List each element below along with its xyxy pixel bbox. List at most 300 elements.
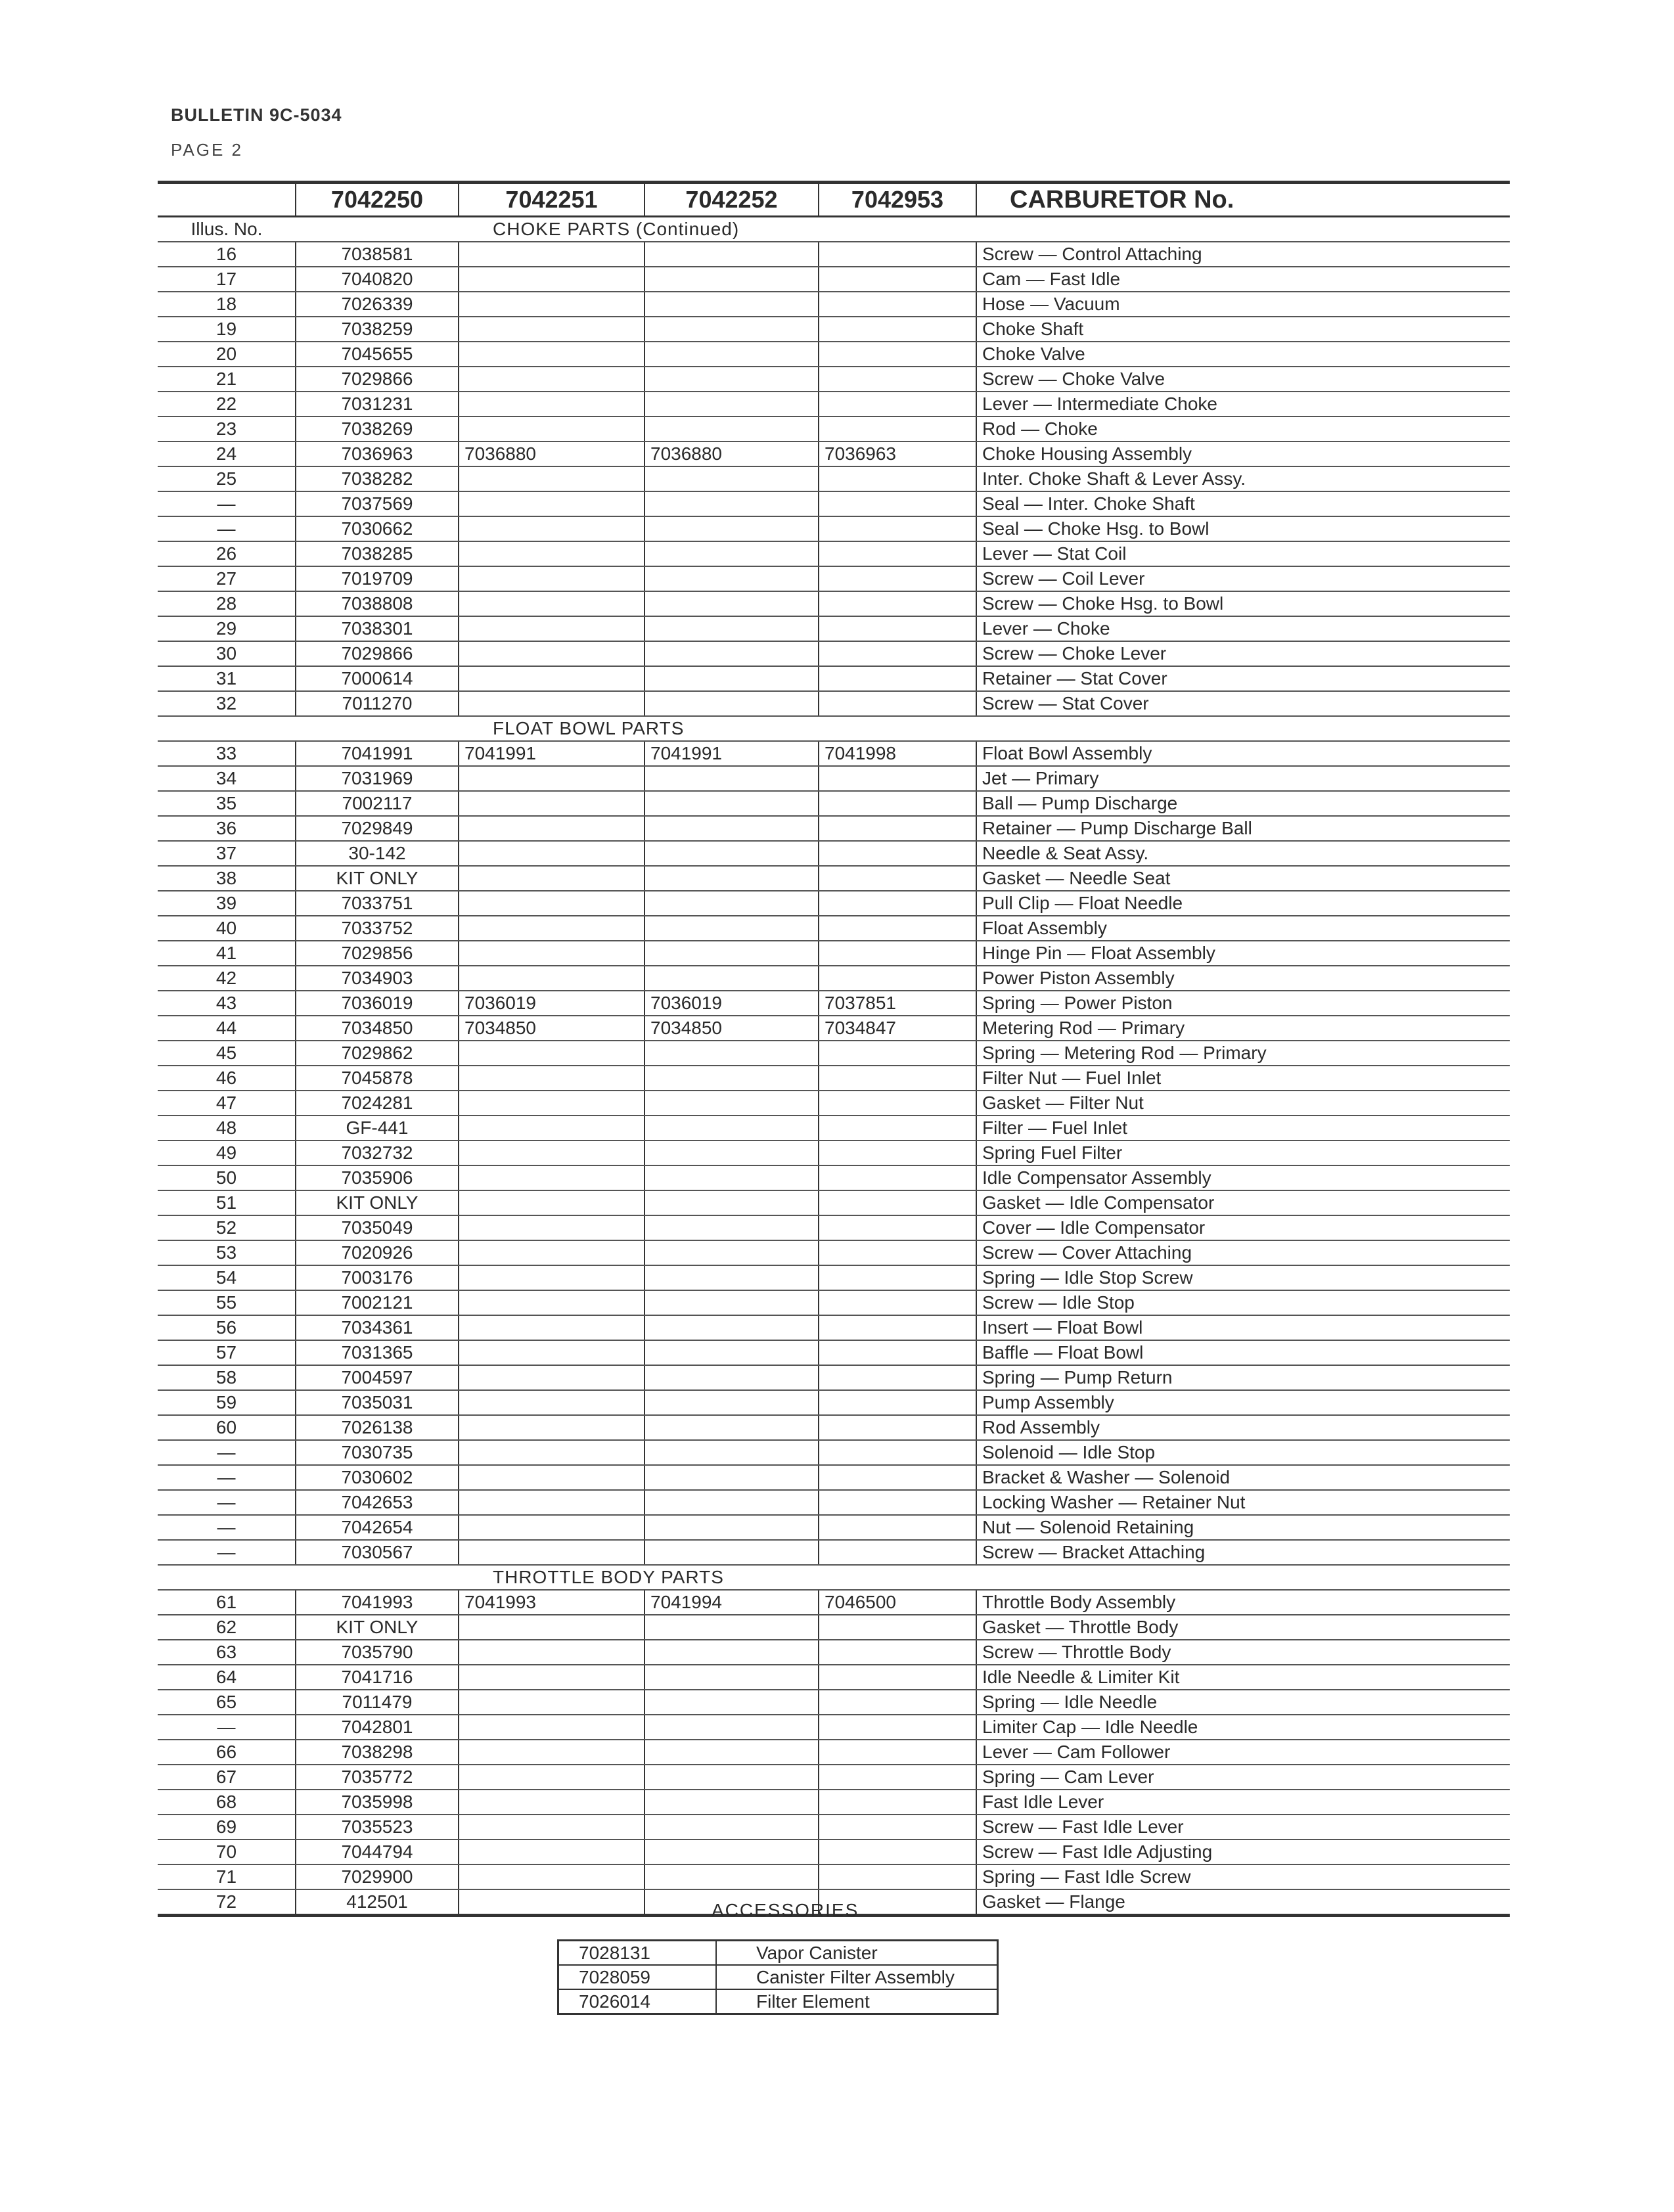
part-number — [645, 1815, 819, 1840]
part-number — [645, 966, 819, 991]
illus-no: 72 — [158, 1889, 296, 1916]
table-row — [158, 242, 1510, 267]
table-row — [158, 1066, 1510, 1091]
part-description: Cam — Fast Idle — [976, 267, 1510, 292]
part-number — [645, 1740, 819, 1765]
part-number — [459, 1066, 645, 1091]
part-number — [645, 1490, 819, 1515]
part-number: 7038808 — [296, 591, 459, 616]
part-number — [645, 317, 819, 342]
accessories-table — [557, 1939, 999, 2015]
illus-no: 28 — [158, 591, 296, 616]
part-description: Jet — Primary — [976, 766, 1510, 791]
part-number — [459, 516, 645, 541]
part-number — [819, 466, 976, 491]
table-row — [158, 1640, 1510, 1665]
part-description: Pull Clip — Float Needle — [976, 891, 1510, 916]
part-number: 7026339 — [296, 292, 459, 317]
header-blank — [158, 183, 296, 217]
part-number — [645, 1415, 819, 1440]
part-number: 7036963 — [819, 441, 976, 466]
part-number: 7036880 — [459, 441, 645, 466]
part-number — [819, 1091, 976, 1116]
table-row — [158, 1690, 1510, 1715]
part-number — [459, 816, 645, 841]
part-number — [645, 1640, 819, 1665]
table-row — [158, 1140, 1510, 1165]
part-number — [459, 1540, 645, 1565]
illus-no: 71 — [158, 1864, 296, 1889]
illus-no: 67 — [158, 1765, 296, 1790]
part-number — [459, 566, 645, 591]
part-number — [459, 367, 645, 392]
part-number — [819, 491, 976, 516]
part-number — [645, 1315, 819, 1340]
part-number: GF-441 — [296, 1116, 459, 1140]
illus-no: 49 — [158, 1140, 296, 1165]
part-number — [645, 1540, 819, 1565]
part-description: Lever — Choke — [976, 616, 1510, 641]
part-description: Retainer — Pump Discharge Ball — [976, 816, 1510, 841]
part-number: 7035523 — [296, 1815, 459, 1840]
part-description: Seal — Choke Hsg. to Bowl — [976, 516, 1510, 541]
part-number: 7003176 — [296, 1265, 459, 1290]
part-description: Pump Assembly — [976, 1390, 1510, 1415]
part-number: 7033752 — [296, 916, 459, 941]
part-number — [645, 1665, 819, 1690]
part-number: 7034850 — [645, 1016, 819, 1041]
part-number — [819, 691, 976, 716]
part-number — [645, 566, 819, 591]
part-number — [645, 641, 819, 666]
part-number — [819, 1615, 976, 1640]
part-description: Screw — Fast Idle Lever — [976, 1815, 1510, 1840]
table-row — [158, 566, 1510, 591]
part-number: 7038285 — [296, 541, 459, 566]
part-description: Lever — Intermediate Choke — [976, 392, 1510, 417]
part-description: Gasket — Idle Compensator — [976, 1190, 1510, 1215]
part-number: 7038298 — [296, 1740, 459, 1765]
part-number — [459, 267, 645, 292]
carburetor-number: 7042251 — [459, 183, 645, 217]
table-row — [158, 816, 1510, 841]
part-number — [459, 417, 645, 441]
part-number — [459, 641, 645, 666]
part-description: Lever — Cam Follower — [976, 1740, 1510, 1765]
table-row — [158, 1540, 1510, 1565]
part-number — [819, 1240, 976, 1265]
part-number: 7019709 — [296, 566, 459, 591]
illus-no: 16 — [158, 242, 296, 267]
part-number — [645, 541, 819, 566]
part-description: Gasket — Flange — [976, 1889, 1510, 1916]
table-row — [158, 1165, 1510, 1190]
part-number — [645, 1240, 819, 1265]
part-number — [459, 1465, 645, 1490]
carburetor-header-row — [158, 183, 1510, 217]
part-number — [819, 1365, 976, 1390]
part-description: Locking Washer — Retainer Nut — [976, 1490, 1510, 1515]
part-number — [645, 1840, 819, 1864]
table-row — [158, 1315, 1510, 1340]
accessories-title: ACCESSORIES — [712, 1900, 859, 1920]
part-description: Screw — Cover Attaching — [976, 1240, 1510, 1265]
part-number — [645, 466, 819, 491]
part-number: KIT ONLY — [296, 1190, 459, 1215]
part-number — [819, 891, 976, 916]
part-number — [459, 1864, 645, 1889]
part-number: 7036019 — [645, 991, 819, 1016]
table-row — [158, 1840, 1510, 1864]
part-number — [459, 1190, 645, 1215]
part-number — [645, 1190, 819, 1215]
parts-table — [158, 181, 1510, 1917]
section-title: FLOAT BOWL PARTS — [296, 716, 1510, 741]
part-number: 7034361 — [296, 1315, 459, 1340]
illus-no: 37 — [158, 841, 296, 866]
part-number — [819, 1190, 976, 1215]
illus-no: 46 — [158, 1066, 296, 1091]
part-number — [819, 591, 976, 616]
part-number — [645, 1715, 819, 1740]
part-number — [819, 516, 976, 541]
part-number: 7038259 — [296, 317, 459, 342]
part-description: Metering Rod — Primary — [976, 1016, 1510, 1041]
part-number — [819, 1815, 976, 1840]
illus-no: 70 — [158, 1840, 296, 1864]
part-number — [819, 866, 976, 891]
table-row — [158, 1190, 1510, 1215]
illus-no: 31 — [158, 666, 296, 691]
part-number: 7035906 — [296, 1165, 459, 1190]
part-number — [645, 1864, 819, 1889]
part-number: KIT ONLY — [296, 1615, 459, 1640]
table-row — [158, 417, 1510, 441]
part-number — [819, 417, 976, 441]
illus-no: 65 — [158, 1690, 296, 1715]
illus-no: 40 — [158, 916, 296, 941]
part-number: 7031365 — [296, 1340, 459, 1365]
accessory-part-number: 7026014 — [558, 1989, 717, 2014]
part-number — [819, 292, 976, 317]
illus-no: 68 — [158, 1790, 296, 1815]
part-number: 30-142 — [296, 841, 459, 866]
part-description: Spring — Idle Stop Screw — [976, 1265, 1510, 1290]
part-number: 7037851 — [819, 991, 976, 1016]
part-number — [459, 616, 645, 641]
part-description: Spring — Cam Lever — [976, 1765, 1510, 1790]
table-row — [158, 1790, 1510, 1815]
part-description: Spring — Pump Return — [976, 1365, 1510, 1390]
table-row — [158, 541, 1510, 566]
table-row — [158, 516, 1510, 541]
part-number — [459, 1740, 645, 1765]
table-row — [158, 292, 1510, 317]
part-description: Nut — Solenoid Retaining — [976, 1515, 1510, 1540]
part-number — [459, 916, 645, 941]
part-number: 7041993 — [296, 1590, 459, 1615]
part-number — [459, 1215, 645, 1240]
part-description: Screw — Fast Idle Adjusting — [976, 1840, 1510, 1864]
table-row — [158, 1215, 1510, 1240]
part-number — [459, 466, 645, 491]
accessory-description: Filter Element — [716, 1989, 998, 2014]
table-row — [158, 941, 1510, 966]
part-number — [819, 267, 976, 292]
part-number: 7045878 — [296, 1066, 459, 1091]
part-number — [459, 1390, 645, 1415]
carburetor-number: 7042953 — [819, 183, 976, 217]
part-number — [459, 1091, 645, 1116]
part-number: 7020926 — [296, 1240, 459, 1265]
table-row — [158, 1715, 1510, 1740]
part-number — [459, 666, 645, 691]
table-row — [158, 1265, 1510, 1290]
part-number — [459, 1165, 645, 1190]
part-number — [819, 1864, 976, 1889]
part-description: Screw — Control Attaching — [976, 242, 1510, 267]
part-number: 7033751 — [296, 891, 459, 916]
part-number: 7029866 — [296, 641, 459, 666]
part-number — [645, 1790, 819, 1815]
part-description: Spring Fuel Filter — [976, 1140, 1510, 1165]
part-number: 7046500 — [819, 1590, 976, 1615]
part-number — [819, 1790, 976, 1815]
part-number — [819, 1290, 976, 1315]
table-row — [158, 991, 1510, 1016]
part-number: 7041998 — [819, 741, 976, 766]
table-row — [158, 1465, 1510, 1490]
part-number — [819, 1440, 976, 1465]
part-number — [645, 516, 819, 541]
table-row — [158, 1415, 1510, 1440]
illus-no: 63 — [158, 1640, 296, 1665]
page-number: PAGE 2 — [171, 140, 244, 160]
part-number — [819, 1041, 976, 1066]
part-number — [459, 1140, 645, 1165]
part-number — [645, 591, 819, 616]
table-row — [158, 1615, 1510, 1640]
part-number: 7024281 — [296, 1091, 459, 1116]
part-number — [819, 1315, 976, 1340]
illus-no: 51 — [158, 1190, 296, 1215]
part-number — [645, 691, 819, 716]
part-number — [459, 491, 645, 516]
carburetor-number: 7042250 — [296, 183, 459, 217]
part-number: 7031969 — [296, 766, 459, 791]
part-description: Screw — Choke Lever — [976, 641, 1510, 666]
illus-no: 20 — [158, 342, 296, 367]
part-number — [459, 1690, 645, 1715]
illus-no: — — [158, 1490, 296, 1515]
illus-no: 39 — [158, 891, 296, 916]
part-number — [459, 1640, 645, 1665]
illus-no: 44 — [158, 1016, 296, 1041]
part-number — [459, 1490, 645, 1515]
section-header-row — [158, 217, 1510, 242]
table-row — [158, 591, 1510, 616]
part-number — [819, 1340, 976, 1365]
table-row — [158, 1440, 1510, 1465]
part-number — [459, 791, 645, 816]
part-number — [645, 1340, 819, 1365]
part-description: Idle Compensator Assembly — [976, 1165, 1510, 1190]
illus-no: 32 — [158, 691, 296, 716]
part-number: 7038301 — [296, 616, 459, 641]
part-number — [819, 342, 976, 367]
part-number — [819, 1740, 976, 1765]
table-row — [158, 367, 1510, 392]
part-number: 7002121 — [296, 1290, 459, 1315]
part-number: 7041991 — [645, 741, 819, 766]
part-description: Screw — Idle Stop — [976, 1290, 1510, 1315]
illus-no: 52 — [158, 1215, 296, 1240]
part-number — [645, 891, 819, 916]
part-description: Spring — Metering Rod — Primary — [976, 1041, 1510, 1066]
part-number: 7040820 — [296, 267, 459, 292]
part-number — [819, 1066, 976, 1091]
part-number — [459, 317, 645, 342]
part-number — [645, 1265, 819, 1290]
part-number — [819, 1715, 976, 1740]
part-number — [645, 916, 819, 941]
table-row — [158, 1490, 1510, 1515]
part-number — [459, 591, 645, 616]
part-number: 7042801 — [296, 1715, 459, 1740]
part-number — [819, 966, 976, 991]
part-number — [819, 1690, 976, 1715]
part-number — [819, 1490, 976, 1515]
illus-no: 45 — [158, 1041, 296, 1066]
part-number — [645, 866, 819, 891]
illus-no: 58 — [158, 1365, 296, 1390]
part-number — [819, 1765, 976, 1790]
part-number — [645, 292, 819, 317]
accessory-description: Canister Filter Assembly — [716, 1965, 998, 1989]
table-row — [158, 1864, 1510, 1889]
part-description: Retainer — Stat Cover — [976, 666, 1510, 691]
part-number — [819, 1840, 976, 1864]
part-number: 7036019 — [296, 991, 459, 1016]
illus-no: 35 — [158, 791, 296, 816]
table-row — [158, 317, 1510, 342]
part-number — [459, 1615, 645, 1640]
part-number — [819, 791, 976, 816]
part-number — [819, 1140, 976, 1165]
part-description: Screw — Bracket Attaching — [976, 1540, 1510, 1565]
table-row — [158, 1091, 1510, 1116]
part-number — [459, 891, 645, 916]
part-number: 7042654 — [296, 1515, 459, 1540]
part-description: Seal — Inter. Choke Shaft — [976, 491, 1510, 516]
part-number: 7045655 — [296, 342, 459, 367]
part-description: Solenoid — Idle Stop — [976, 1440, 1510, 1465]
part-number — [819, 641, 976, 666]
part-description: Gasket — Needle Seat — [976, 866, 1510, 891]
part-number — [645, 766, 819, 791]
carburetor-label: CARBURETOR No. — [976, 183, 1510, 217]
table-row — [158, 1340, 1510, 1365]
table-row — [158, 342, 1510, 367]
part-number — [459, 866, 645, 891]
part-description: Screw — Stat Cover — [976, 691, 1510, 716]
part-number: 7031231 — [296, 392, 459, 417]
part-description: Fast Idle Lever — [976, 1790, 1510, 1815]
part-number: 7030602 — [296, 1465, 459, 1490]
illus-no: 17 — [158, 267, 296, 292]
part-number — [459, 766, 645, 791]
illus-no: 48 — [158, 1116, 296, 1140]
part-number — [645, 1290, 819, 1315]
part-description: Lever — Stat Coil — [976, 541, 1510, 566]
illus-no: 43 — [158, 991, 296, 1016]
table-row — [158, 1515, 1510, 1540]
table-row — [158, 966, 1510, 991]
part-description: Choke Shaft — [976, 317, 1510, 342]
part-number — [645, 1116, 819, 1140]
part-number — [459, 242, 645, 267]
section-header-row — [158, 716, 1510, 741]
part-number — [645, 841, 819, 866]
part-number: 7029862 — [296, 1041, 459, 1066]
illus-no: 60 — [158, 1415, 296, 1440]
table-row — [158, 1041, 1510, 1066]
part-number: 7029856 — [296, 941, 459, 966]
part-description: Screw — Choke Valve — [976, 367, 1510, 392]
part-number: 7035772 — [296, 1765, 459, 1790]
part-number — [819, 566, 976, 591]
part-number — [459, 1665, 645, 1690]
part-description: Baffle — Float Bowl — [976, 1340, 1510, 1365]
part-number: 7032732 — [296, 1140, 459, 1165]
part-number — [459, 1041, 645, 1066]
table-row — [158, 666, 1510, 691]
table-row — [158, 866, 1510, 891]
part-number: 7041993 — [459, 1590, 645, 1615]
illus-no: 64 — [158, 1665, 296, 1690]
table-row — [158, 267, 1510, 292]
table-row — [158, 1116, 1510, 1140]
table-row — [158, 491, 1510, 516]
part-description: Float Assembly — [976, 916, 1510, 941]
part-number: 7030567 — [296, 1540, 459, 1565]
part-description: Spring — Power Piston — [976, 991, 1510, 1016]
part-number — [645, 1615, 819, 1640]
part-number: 7011479 — [296, 1690, 459, 1715]
part-number: 412501 — [296, 1889, 459, 1916]
illus-no: 22 — [158, 392, 296, 417]
illus-no: — — [158, 491, 296, 516]
part-description: Insert — Float Bowl — [976, 1315, 1510, 1340]
illus-no: 29 — [158, 616, 296, 641]
part-number: 7041716 — [296, 1665, 459, 1690]
table-row — [158, 616, 1510, 641]
section-title: CHOKE PARTS (Continued) — [296, 217, 1510, 242]
part-number: 7041994 — [645, 1590, 819, 1615]
table-row — [158, 766, 1510, 791]
part-number — [819, 1415, 976, 1440]
part-number — [459, 1815, 645, 1840]
illus-no-label — [158, 716, 296, 741]
table-row — [158, 741, 1510, 766]
part-number: 7002117 — [296, 791, 459, 816]
part-description: Hinge Pin — Float Assembly — [976, 941, 1510, 966]
parts-body — [158, 217, 1510, 1916]
part-number — [645, 392, 819, 417]
illus-no: 42 — [158, 966, 296, 991]
part-number — [819, 1640, 976, 1665]
illus-no: 30 — [158, 641, 296, 666]
